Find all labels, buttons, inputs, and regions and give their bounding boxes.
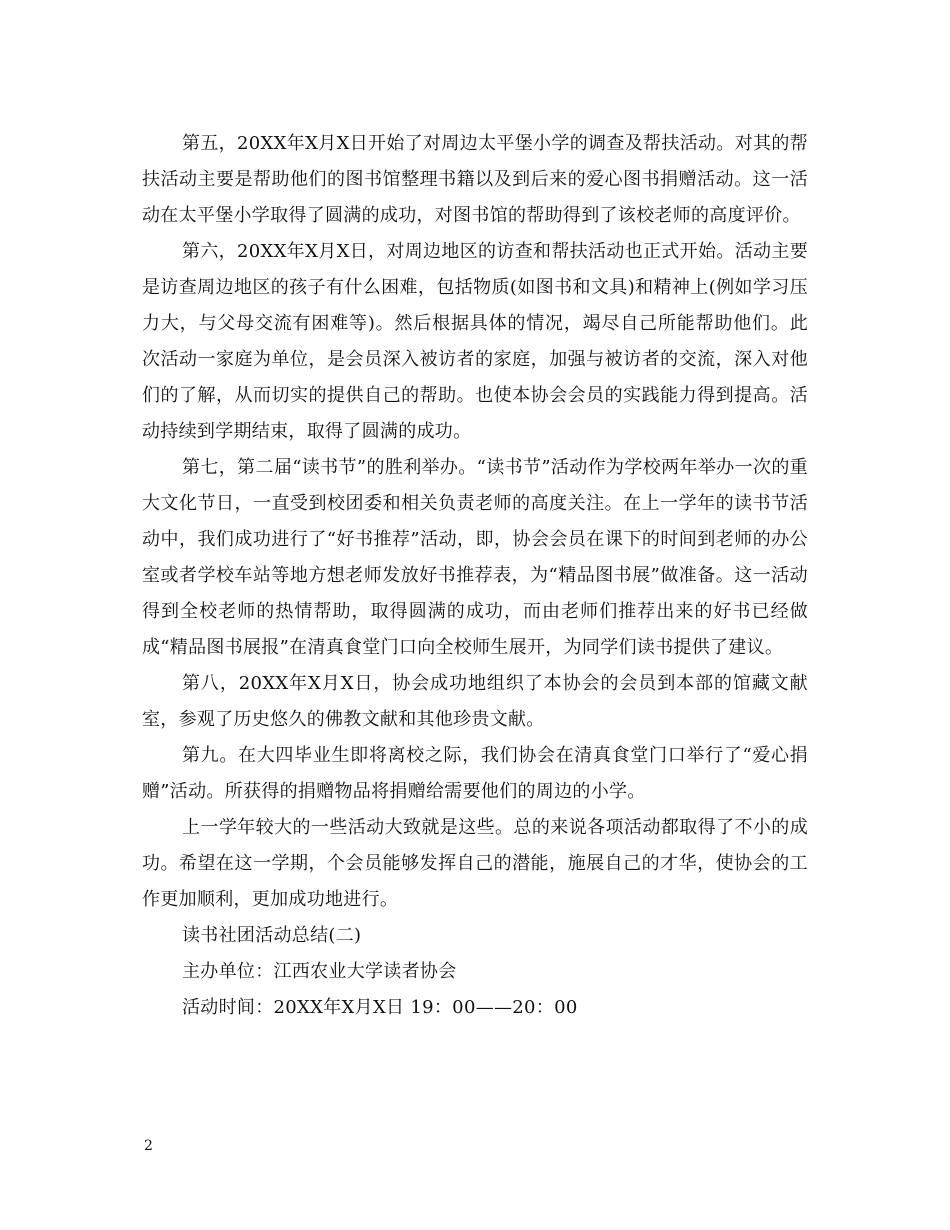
organizer-line: 主办单位：江西农业大学读者协会 [182,961,457,982]
document-body [142,126,808,1026]
paragraph-ninth: 第九。在大四毕业生即将离校之际，我们协会在清真食堂门口举行了“爱心捐赠”活动。所获得的捐赠物品将捐赠给需要他们的周边的小学。 [142,745,808,802]
paragraph-summary: 上一学年较大的一些活动大致就是这些。总的来说各项活动都取得了不小的成功。希望在这一学期，个会员能够发挥自己的潜能，施展自己的才华，使协会的工作更加顺利，更加成功地进行。 [142,817,808,910]
paragraph-eighth: 第八，20XX年X月X日，协会成功地组织了本协会的会员到本部的馆藏文献室，参观了历史悠久的佛教文献和其他珍贵文献。 [142,673,808,730]
paragraph-seventh: 第七，第二届“读书节”的胜利举办。“读书节”活动作为学校两年举办一次的重大文化节日，一直受到校团委和相关负责老师的高度关注。在上一学年的读书节活动中，我们成功进行了“好书推荐”活动，即，协会会员在课下的时间到老师的办公室或者学校车站等地方想老师发放好书推荐表，为“精品图书展”做准备。这一活动得到全校老师的热情帮助，取得圆满的成功，而由老师们推荐出来的好书已经做成“精品图书展报”在清真食堂门口向全校师生展开，为同学们读书提供了建议。 [142,457,808,658]
paragraph-sixth: 第六，20XX年X月X日，对周边地区的访查和帮扶活动也正式开始。活动主要是访查周边地区的孩子有什么困难，包括物质(如图书和文具)和精神上(例如学习压力大，与父母交流有困难等)。然后根据具体的情况，竭尽自己所能帮助他们。此次活动一家庭为单位，是会员深入被访者的家庭，加强与被访者的交流，深入对他们的了解，从而切实的提供自己的帮助。也使本协会会员的实践能力得到提高。活动持续到学期结束，取得了圆满的成功。 [142,241,808,442]
activity-time-line: 活动时间：20XX年X月X日 19：00——20：00 [182,997,578,1018]
section-title: 读书社团活动总结(二) [182,925,362,946]
paragraph-fifth: 第五，20XX年X月X日开始了对周边太平堡小学的调查及帮扶活动。对其的帮扶活动主要是帮助他们的图书馆整理书籍以及到后来的爱心图书捐赠活动。这一活动在太平堡小学取得了圆满的成功，对图书馆的帮助得到了该校老师的高度评价。 [142,133,808,226]
page-number: 2 [144,1138,153,1154]
